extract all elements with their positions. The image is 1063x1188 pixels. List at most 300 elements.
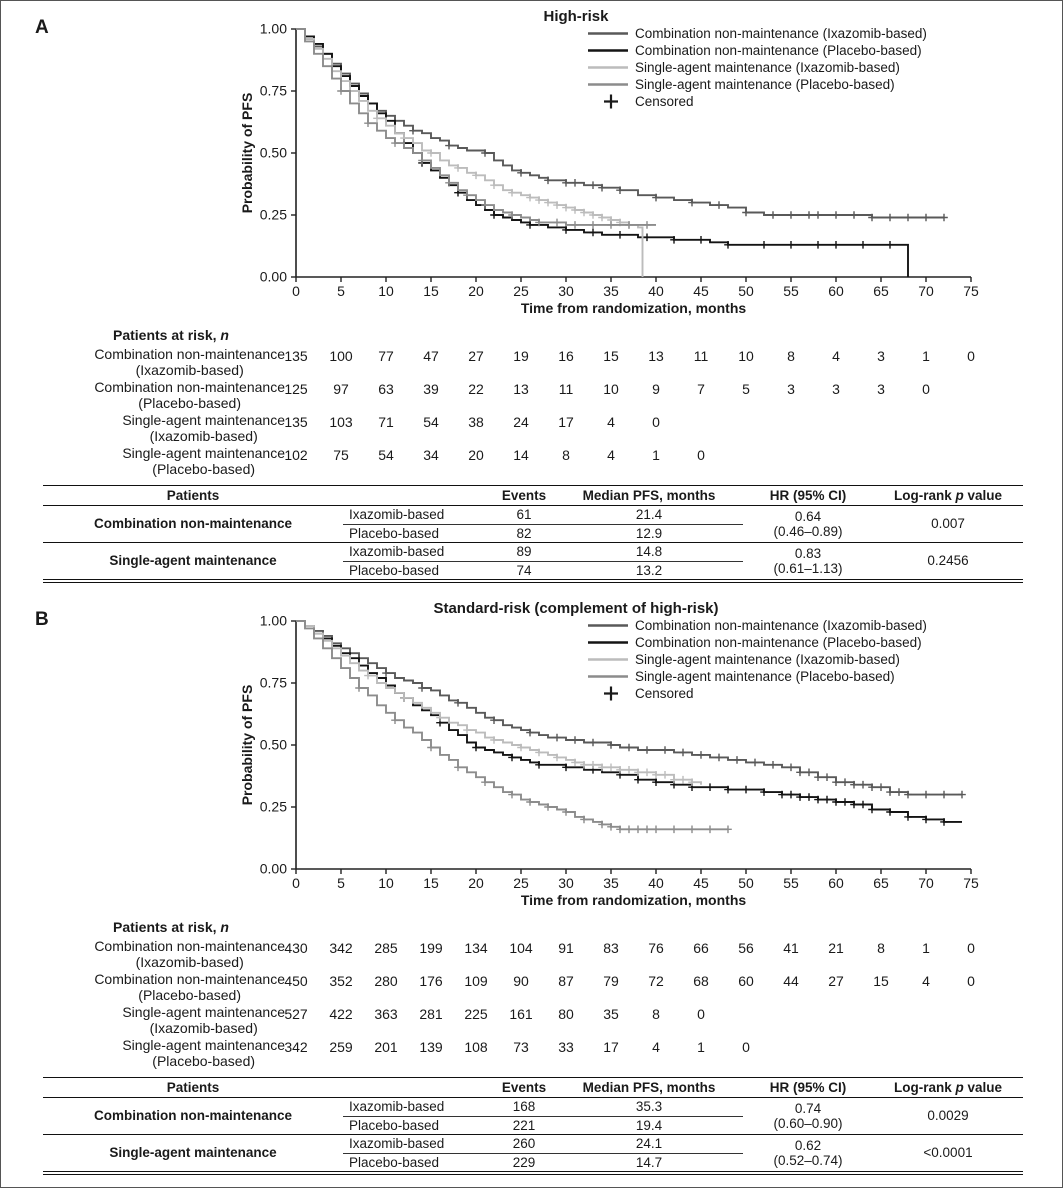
at-risk-count: 56 xyxy=(738,940,754,956)
at-risk-count: 0 xyxy=(967,940,975,956)
censor-mark xyxy=(400,694,408,702)
risk-row xyxy=(1,939,1062,972)
at-risk-count: 104 xyxy=(509,940,533,956)
stats-row xyxy=(43,1098,1023,1117)
svg-text:55: 55 xyxy=(783,875,799,891)
censor-mark xyxy=(400,134,408,142)
km-curve xyxy=(296,29,656,225)
at-risk-count: 0 xyxy=(967,973,975,989)
at-risk-count: 44 xyxy=(783,973,799,989)
censor-mark xyxy=(859,801,867,809)
stats-pvalue: 0.2456 xyxy=(873,543,1023,582)
risk-row-label: Combination non-maintenance (Ixazomib-based) xyxy=(94,938,285,970)
risk-row xyxy=(1,347,1062,380)
svg-text:0.00: 0.00 xyxy=(259,860,287,877)
at-risk-count: 3 xyxy=(787,381,795,397)
svg-text:60: 60 xyxy=(828,283,844,299)
panel-b-stats-table xyxy=(43,1077,1023,1175)
censor-mark xyxy=(832,211,840,219)
svg-text:20: 20 xyxy=(468,875,484,891)
stats-arm: Ixazomib-based xyxy=(343,543,493,562)
at-risk-count: 15 xyxy=(873,973,889,989)
at-risk-count: 54 xyxy=(423,414,439,430)
at-risk-count: 4 xyxy=(607,447,615,463)
at-risk-count: 21 xyxy=(828,940,844,956)
censor-mark xyxy=(886,214,894,222)
at-risk-count: 80 xyxy=(558,1006,574,1022)
at-risk-count: 10 xyxy=(603,381,619,397)
stats-events: 82 xyxy=(516,525,532,541)
stats-median: 19.4 xyxy=(635,1117,663,1133)
at-risk-count: 27 xyxy=(828,973,844,989)
censor-mark xyxy=(571,736,579,744)
at-risk-count: 125 xyxy=(284,381,308,397)
censor-mark xyxy=(814,241,822,249)
svg-text:70: 70 xyxy=(918,875,934,891)
legend-label: Combination non-maintenance (Placebo-based) xyxy=(635,635,922,650)
censor-mark xyxy=(625,744,633,752)
stats-group-name: Combination non-maintenance xyxy=(93,516,292,532)
svg-text:75: 75 xyxy=(963,283,979,299)
panel-b-km-chart xyxy=(236,599,1011,920)
stats-header-hr: HR (95% CI) xyxy=(743,486,873,506)
censor-mark xyxy=(661,771,669,779)
at-risk-count: 13 xyxy=(648,348,664,364)
legend-label: Single-agent maintenance (Ixazomib-based) xyxy=(635,60,900,75)
censor-mark xyxy=(769,211,777,219)
at-risk-count: 1 xyxy=(652,447,660,463)
censor-mark xyxy=(409,127,417,135)
censor-mark xyxy=(886,788,894,796)
at-risk-count: 72 xyxy=(648,973,664,989)
censor-mark xyxy=(850,211,858,219)
at-risk-count: 3 xyxy=(877,348,885,364)
censor-mark xyxy=(940,791,948,799)
censor-mark xyxy=(769,761,777,769)
stats-arm: Placebo-based xyxy=(349,1117,440,1133)
at-risk-count: 4 xyxy=(922,973,930,989)
at-risk-count: 352 xyxy=(329,973,353,989)
at-risk-count: 108 xyxy=(464,1039,488,1055)
censor-mark xyxy=(679,776,687,784)
svg-text:Time from randomization, month: Time from randomization, months xyxy=(520,300,747,316)
svg-text:65: 65 xyxy=(873,875,889,891)
at-risk-count: 0 xyxy=(697,447,705,463)
at-risk-count: 3 xyxy=(877,381,885,397)
stats-header-patients: Patients xyxy=(43,486,343,506)
stats-events: 260 xyxy=(493,1135,555,1154)
censor-mark xyxy=(697,751,705,759)
at-risk-count: 139 xyxy=(419,1039,443,1055)
at-risk-count: 0 xyxy=(742,1039,750,1055)
stats-header-patients: Patients xyxy=(43,1078,343,1098)
at-risk-count: 176 xyxy=(419,973,443,989)
censored-legend-mark xyxy=(604,687,618,701)
svg-text:Time from randomization, month: Time from randomization, months xyxy=(520,892,747,908)
censor-mark xyxy=(805,769,813,777)
stats-header-hr: HR (95% CI) xyxy=(743,1078,873,1098)
stats-header-events: Events xyxy=(493,1078,555,1098)
at-risk-count: 0 xyxy=(967,348,975,364)
censor-mark xyxy=(733,756,741,764)
at-risk-count: 5 xyxy=(742,381,750,397)
at-risk-count: 134 xyxy=(464,940,488,956)
stats-events: 221 xyxy=(512,1117,536,1133)
legend-label: Censored xyxy=(635,94,694,109)
stats-hr: 0.62 (0.52–0.74) xyxy=(743,1135,873,1174)
censor-mark xyxy=(607,764,615,772)
censor-mark xyxy=(589,181,597,189)
at-risk-count: 342 xyxy=(329,940,353,956)
at-risk-count: 280 xyxy=(374,973,398,989)
at-risk-count: 54 xyxy=(378,447,394,463)
at-risk-count: 363 xyxy=(374,1006,398,1022)
svg-text:0.50: 0.50 xyxy=(259,736,287,753)
censor-mark xyxy=(805,793,813,801)
censor-mark xyxy=(553,734,561,742)
stats-median: 13.2 xyxy=(635,562,663,578)
risk-row xyxy=(1,380,1062,413)
at-risk-count: 87 xyxy=(558,973,574,989)
censor-mark xyxy=(634,776,642,784)
svg-text:45: 45 xyxy=(693,875,709,891)
censor-mark xyxy=(643,826,651,834)
censor-mark xyxy=(652,826,660,834)
risk-row xyxy=(1,1038,1062,1071)
risk-row-label: Single-agent maintenance (Placebo-based) xyxy=(122,1037,285,1069)
stats-row xyxy=(43,543,1023,562)
censor-mark xyxy=(571,221,579,229)
censor-mark xyxy=(391,139,399,147)
svg-text:75: 75 xyxy=(963,875,979,891)
stats-events: 229 xyxy=(512,1154,536,1170)
svg-text:50: 50 xyxy=(738,875,754,891)
svg-text:0: 0 xyxy=(292,283,300,299)
censor-mark xyxy=(679,749,687,757)
svg-text:45: 45 xyxy=(693,283,709,299)
legend-label: Combination non-maintenance (Ixazomib-based) xyxy=(635,26,927,41)
svg-text:50: 50 xyxy=(738,283,754,299)
stats-header-logrank: Log-rank p value xyxy=(873,486,1023,506)
at-risk-count: 161 xyxy=(509,1006,533,1022)
stats-group-name: Single-agent maintenance xyxy=(43,1135,343,1174)
svg-text:65: 65 xyxy=(873,283,889,299)
censor-mark xyxy=(373,115,381,123)
risk-row-label: Single-agent maintenance (Ixazomib-based) xyxy=(122,412,285,444)
at-risk-count: 4 xyxy=(652,1039,660,1055)
stats-median: 12.9 xyxy=(635,525,663,541)
censor-mark xyxy=(823,773,831,781)
at-risk-count: 527 xyxy=(284,1006,308,1022)
censor-mark xyxy=(859,781,867,789)
censor-mark xyxy=(922,214,930,222)
censor-mark xyxy=(481,778,489,786)
at-risk-count: 102 xyxy=(284,447,308,463)
stats-row xyxy=(43,1135,1023,1154)
stats-arm: Placebo-based xyxy=(349,1154,440,1170)
at-risk-count: 0 xyxy=(697,1006,705,1022)
panel-a-risk-table xyxy=(1,347,1062,481)
censor-mark xyxy=(832,241,840,249)
at-risk-count: 68 xyxy=(693,973,709,989)
svg-text:15: 15 xyxy=(423,283,439,299)
censor-mark xyxy=(454,764,462,772)
svg-text:0: 0 xyxy=(292,875,300,891)
at-risk-count: 450 xyxy=(284,973,308,989)
legend-label: Combination non-maintenance (Placebo-based) xyxy=(635,43,922,58)
stats-header-median: Median PFS, months xyxy=(555,1078,743,1098)
stats-median: 21.4 xyxy=(555,506,743,525)
at-risk-count: 79 xyxy=(603,973,619,989)
censor-mark xyxy=(823,796,831,804)
stats-median: 14.7 xyxy=(635,1154,663,1170)
risk-row xyxy=(1,413,1062,446)
at-risk-count: 41 xyxy=(783,940,799,956)
censor-mark xyxy=(940,214,948,222)
at-risk-count: 11 xyxy=(693,348,709,364)
censor-mark xyxy=(787,764,795,772)
censor-mark xyxy=(886,241,894,249)
censor-mark xyxy=(904,813,912,821)
at-risk-count: 201 xyxy=(374,1039,398,1055)
at-risk-count: 39 xyxy=(423,381,439,397)
censor-mark xyxy=(589,221,597,229)
at-risk-count: 63 xyxy=(378,381,394,397)
stats-arm: Placebo-based xyxy=(349,525,440,541)
at-risk-count: 97 xyxy=(333,381,349,397)
stats-header-arm xyxy=(343,486,493,506)
censor-mark xyxy=(490,211,498,219)
censor-mark xyxy=(706,783,714,791)
stats-hr: 0.64 (0.46–0.89) xyxy=(773,508,843,540)
censor-mark xyxy=(625,826,633,834)
at-risk-count: 11 xyxy=(558,381,574,397)
at-risk-count: 17 xyxy=(603,1039,619,1055)
at-risk-count: 33 xyxy=(558,1039,574,1055)
censor-mark xyxy=(589,761,597,769)
censor-mark xyxy=(751,759,759,767)
at-risk-count: 1 xyxy=(922,940,930,956)
at-risk-count: 103 xyxy=(329,414,353,430)
censor-mark xyxy=(715,201,723,209)
stats-header-events: Events xyxy=(493,486,555,506)
censor-mark xyxy=(643,769,651,777)
at-risk-count: 73 xyxy=(513,1039,529,1055)
svg-text:60: 60 xyxy=(828,875,844,891)
stats-group-name: Single-agent maintenance xyxy=(43,543,343,582)
svg-text:40: 40 xyxy=(648,875,664,891)
stats-hr: 0.74 (0.60–0.90) xyxy=(773,1100,843,1132)
stats-median: 14.8 xyxy=(555,543,743,562)
svg-text:30: 30 xyxy=(558,283,574,299)
censor-mark xyxy=(643,234,651,242)
stats-events: 168 xyxy=(493,1098,555,1117)
risk-row xyxy=(1,972,1062,1005)
stats-median: 35.3 xyxy=(555,1098,743,1117)
censor-mark xyxy=(625,766,633,774)
svg-text:10: 10 xyxy=(378,875,394,891)
at-risk-count: 0 xyxy=(652,414,660,430)
at-risk-count: 281 xyxy=(419,1006,443,1022)
at-risk-count: 27 xyxy=(468,348,484,364)
at-risk-count: 38 xyxy=(468,414,484,430)
censor-mark xyxy=(904,214,912,222)
censor-mark xyxy=(427,744,435,752)
censor-mark xyxy=(445,142,453,150)
censor-mark xyxy=(958,791,966,799)
censor-mark xyxy=(472,744,480,752)
risk-row-label: Combination non-maintenance (Placebo-based) xyxy=(94,971,285,1003)
svg-text:1.00: 1.00 xyxy=(259,612,287,629)
svg-text:Probability of PFS: Probability of PFS xyxy=(239,684,255,806)
at-risk-count: 0 xyxy=(922,381,930,397)
censor-mark xyxy=(418,684,426,692)
stats-pvalue: <0.0001 xyxy=(873,1135,1023,1174)
censor-mark xyxy=(553,219,561,227)
censor-mark xyxy=(715,754,723,762)
svg-text:70: 70 xyxy=(918,283,934,299)
risk-row xyxy=(1,446,1062,479)
censor-mark xyxy=(895,788,903,796)
at-risk-count: 135 xyxy=(284,414,308,430)
at-risk-count: 4 xyxy=(832,348,840,364)
panel-a-risk-heading xyxy=(113,327,229,343)
km-plot xyxy=(236,599,1011,915)
at-risk-count: 259 xyxy=(329,1039,353,1055)
at-risk-count: 7 xyxy=(697,381,705,397)
censor-mark xyxy=(589,739,597,747)
at-risk-count: 422 xyxy=(329,1006,353,1022)
censor-mark xyxy=(616,231,624,239)
censor-mark xyxy=(490,181,498,189)
svg-text:Standard-risk (complement of h: Standard-risk (complement of high-risk) xyxy=(433,600,719,617)
km-plot xyxy=(236,7,1011,323)
at-risk-count: 90 xyxy=(513,973,529,989)
svg-text:10: 10 xyxy=(378,283,394,299)
at-risk-count: 8 xyxy=(562,447,570,463)
at-risk-count: 225 xyxy=(464,1006,488,1022)
censor-mark xyxy=(841,778,849,786)
censor-mark xyxy=(337,87,345,95)
stats-pvalue: 0.007 xyxy=(931,516,965,532)
censor-mark xyxy=(877,783,885,791)
at-risk-count: 66 xyxy=(693,940,709,956)
censor-mark xyxy=(382,669,390,677)
censor-mark xyxy=(760,241,768,249)
stats-arm: Placebo-based xyxy=(349,562,440,578)
svg-text:5: 5 xyxy=(337,283,345,299)
censor-mark xyxy=(742,786,750,794)
at-risk-count: 10 xyxy=(738,348,754,364)
svg-text:1.00: 1.00 xyxy=(259,20,287,37)
at-risk-count: 60 xyxy=(738,973,754,989)
at-risk-count: 8 xyxy=(877,940,885,956)
censor-mark xyxy=(643,221,651,229)
km-curve xyxy=(296,29,643,277)
stats-header-arm xyxy=(343,1078,493,1098)
at-risk-count: 199 xyxy=(419,940,443,956)
censor-mark xyxy=(787,211,795,219)
censor-mark xyxy=(481,201,489,209)
censor-mark xyxy=(364,119,372,127)
svg-text:25: 25 xyxy=(513,283,529,299)
panel-b-label: B xyxy=(35,609,49,630)
at-risk-count: 285 xyxy=(374,940,398,956)
at-risk-count: 16 xyxy=(558,348,574,364)
censor-mark xyxy=(571,179,579,187)
stats-row xyxy=(43,506,1023,525)
svg-text:15: 15 xyxy=(423,875,439,891)
censor-mark xyxy=(742,209,750,217)
svg-text:25: 25 xyxy=(513,875,529,891)
censor-mark xyxy=(670,826,678,834)
stats-events: 74 xyxy=(516,562,532,578)
censor-mark xyxy=(643,746,651,754)
svg-text:30: 30 xyxy=(558,875,574,891)
at-risk-count: 47 xyxy=(423,348,439,364)
censor-mark xyxy=(355,684,363,692)
at-risk-count: 1 xyxy=(922,348,930,364)
at-risk-count: 76 xyxy=(648,940,664,956)
at-risk-count: 8 xyxy=(787,348,795,364)
svg-text:0.50: 0.50 xyxy=(259,144,287,161)
panel-b-risk-heading xyxy=(113,919,229,935)
stats-arm: Ixazomib-based xyxy=(343,506,493,525)
at-risk-count: 430 xyxy=(284,940,308,956)
at-risk-count: 109 xyxy=(464,973,488,989)
at-risk-count: 19 xyxy=(513,348,529,364)
at-risk-count: 35 xyxy=(603,1006,619,1022)
censor-mark xyxy=(391,716,399,724)
panel-b-risk-table xyxy=(1,939,1062,1073)
censor-mark xyxy=(787,791,795,799)
panel-a-label: A xyxy=(35,17,49,38)
stats-arm: Ixazomib-based xyxy=(343,1098,493,1117)
at-risk-count: 100 xyxy=(329,348,353,364)
panel-a-stats-table xyxy=(43,485,1023,583)
at-risk-count: 3 xyxy=(832,381,840,397)
censor-mark xyxy=(724,826,732,834)
svg-text:0.25: 0.25 xyxy=(259,798,287,815)
at-risk-count: 8 xyxy=(652,1006,660,1022)
risk-heading-text: Patients at risk, xyxy=(113,327,221,343)
legend-label: Single-agent maintenance (Placebo-based) xyxy=(635,77,895,92)
at-risk-count: 20 xyxy=(468,447,484,463)
at-risk-count: 13 xyxy=(513,381,529,397)
svg-text:35: 35 xyxy=(603,283,619,299)
at-risk-count: 14 xyxy=(513,447,529,463)
censor-mark xyxy=(634,826,642,834)
stats-header-logrank: Log-rank p value xyxy=(873,1078,1023,1098)
stats-pvalue: 0.0029 xyxy=(927,1108,969,1124)
at-risk-count: 17 xyxy=(558,414,574,430)
svg-text:35: 35 xyxy=(603,875,619,891)
svg-text:20: 20 xyxy=(468,283,484,299)
censor-mark xyxy=(688,826,696,834)
stats-header-median: Median PFS, months xyxy=(555,486,743,506)
censor-mark xyxy=(607,221,615,229)
censor-mark xyxy=(814,211,822,219)
at-risk-count: 24 xyxy=(513,414,529,430)
censor-mark xyxy=(697,236,705,244)
at-risk-count: 15 xyxy=(603,348,619,364)
censor-mark xyxy=(868,806,876,814)
stats-median: 24.1 xyxy=(555,1135,743,1154)
svg-text:0.00: 0.00 xyxy=(259,268,287,285)
svg-text:0.75: 0.75 xyxy=(259,82,287,99)
risk-row xyxy=(1,1005,1062,1038)
risk-row-label: Single-agent maintenance (Ixazomib-based) xyxy=(122,1004,285,1036)
